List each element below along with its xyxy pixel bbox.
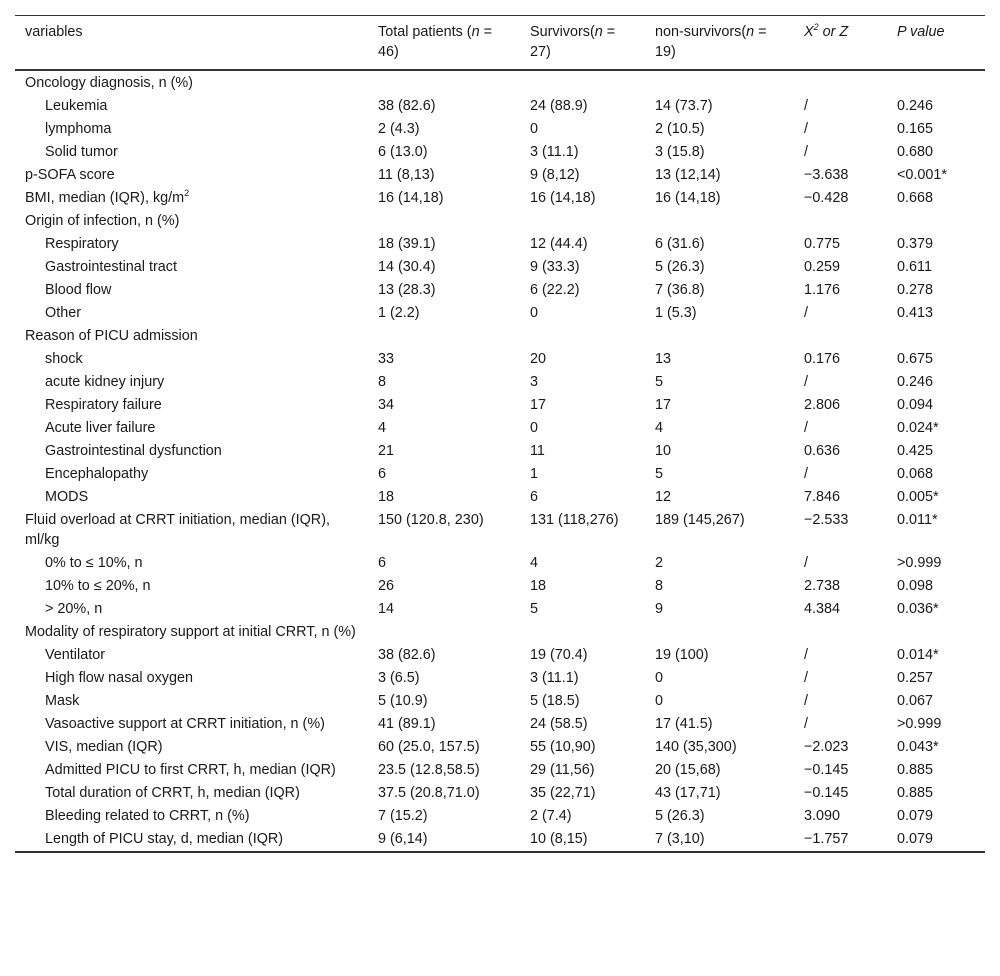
variable-cell: Bleeding related to CRRT, n (%) (45, 808, 250, 824)
non-survivors-cell: 1 (5.3) (655, 305, 697, 321)
p-value-cell (887, 621, 985, 644)
statistic-cell (794, 621, 887, 644)
table-row (15, 141, 985, 164)
variable-cell: MODS (45, 489, 89, 505)
non-survivors-cell (645, 325, 794, 348)
table-row (15, 302, 985, 325)
table-row (15, 325, 985, 348)
header-non-survivors: non-survivors(n = 19) (655, 24, 767, 60)
variable-cell: 0% to ≤ 10%, n (45, 555, 143, 571)
p-value-cell: 0.413 (897, 305, 934, 321)
survivors-cell: 10 (8,15) (530, 831, 588, 847)
total-patients-cell: 18 (378, 489, 395, 505)
total-patients-cell: 3 (6.5) (378, 670, 420, 686)
total-patients-cell: 4 (378, 420, 387, 436)
table-row (15, 759, 985, 782)
survivors-cell: 3 (530, 374, 539, 390)
total-patients-cell (368, 210, 520, 233)
variable-cell: > 20%, n (45, 601, 103, 617)
variable-cell: shock (45, 351, 83, 367)
total-patients-cell (368, 325, 520, 348)
survivors-cell: 24 (58.5) (530, 716, 588, 732)
total-patients-cell: 9 (6,14) (378, 831, 428, 847)
non-survivors-cell: 6 (31.6) (655, 236, 705, 252)
p-value-cell: 0.036* (897, 601, 939, 617)
variable-cell: High flow nasal oxygen (45, 670, 193, 686)
total-patients-cell: 18 (39.1) (378, 236, 436, 252)
variable-cell: Modality of respiratory support at initial CRRT, n (%) (25, 624, 356, 640)
statistic-cell: / (804, 716, 808, 732)
p-value-cell: 0.425 (897, 443, 934, 459)
p-value-cell: 0.675 (897, 351, 934, 367)
total-patients-cell: 1 (2.2) (378, 305, 420, 321)
survivors-cell: 16 (14,18) (530, 190, 596, 206)
total-patients-cell: 6 (378, 466, 387, 482)
total-patients-cell: 37.5 (20.8,71.0) (378, 785, 480, 801)
survivors-cell: 29 (11,56) (530, 762, 595, 778)
non-survivors-cell: 0 (655, 693, 664, 709)
table-row (15, 463, 985, 486)
variable-cell: Respiratory (45, 236, 119, 252)
statistic-cell: / (804, 466, 808, 482)
non-survivors-cell: 20 (15,68) (655, 762, 721, 778)
total-patients-cell: 6 (13.0) (378, 144, 428, 160)
p-value-cell: <0.001* (897, 167, 948, 183)
p-value-cell: 0.011* (897, 512, 938, 528)
variable-cell: Mask (45, 693, 80, 709)
non-survivors-cell: 7 (36.8) (655, 282, 705, 298)
total-patients-cell: 23.5 (12.8,58.5) (378, 762, 480, 778)
survivors-cell: 1 (530, 466, 539, 482)
statistic-cell: 0.775 (804, 236, 841, 252)
total-patients-cell: 11 (8,13) (378, 167, 435, 183)
survivors-cell: 18 (530, 578, 547, 594)
statistic-cell (794, 70, 887, 95)
non-survivors-cell: 12 (655, 489, 672, 505)
survivors-cell: 17 (530, 397, 547, 413)
p-value-cell: 0.043* (897, 739, 939, 755)
variable-cell: BMI, median (IQR), $kg/m^2$ (25, 188, 190, 206)
non-survivors-cell (645, 621, 794, 644)
variable-cell: Reason of PICU admission (25, 328, 198, 344)
total-patients-cell: 5 (10.9) (378, 693, 428, 709)
non-survivors-cell: 5 (26.3) (655, 808, 705, 824)
header-variables: variables (25, 24, 83, 40)
statistic-cell: / (804, 305, 808, 321)
non-survivors-cell: 3 (15.8) (655, 144, 705, 160)
p-value-cell: 0.079 (897, 808, 934, 824)
table-row (15, 621, 985, 644)
table-row (15, 118, 985, 141)
p-value-cell: 0.668 (897, 190, 934, 206)
variable-cell: lymphoma (45, 121, 112, 137)
p-value-cell: 0.278 (897, 282, 934, 298)
statistic-cell: −2.023 (804, 739, 849, 755)
results-table (15, 15, 985, 853)
survivors-cell: 55 (10,90) (530, 739, 596, 755)
table-row (15, 509, 985, 552)
p-value-cell: 0.611 (897, 259, 932, 275)
table-row (15, 736, 985, 759)
total-patients-cell: 16 (14,18) (378, 190, 444, 206)
p-value-cell: 0.079 (897, 831, 934, 847)
total-patients-cell: 33 (378, 351, 395, 367)
total-patients-cell: 150 (120.8, 230) (378, 512, 484, 528)
non-survivors-cell: 0 (655, 670, 664, 686)
survivors-cell: 5 (18.5) (530, 693, 580, 709)
survivors-cell (520, 621, 645, 644)
table-row (15, 828, 985, 852)
p-value-cell: 0.379 (897, 236, 934, 252)
p-value-cell: 0.067 (897, 693, 934, 709)
statistic-cell: 2.738 (804, 578, 841, 594)
table-row (15, 210, 985, 233)
p-value-cell (887, 210, 985, 233)
total-patients-cell: 26 (378, 578, 395, 594)
non-survivors-cell: 19 (100) (655, 647, 709, 663)
variable-cell: Solid tumor (45, 144, 118, 160)
statistic-cell: 2.806 (804, 397, 841, 413)
statistic-cell: −0.428 (804, 190, 849, 206)
table-row (15, 440, 985, 463)
statistic-cell: / (804, 144, 808, 160)
non-survivors-cell: 189 (145,267) (655, 512, 745, 528)
variable-cell: acute kidney injury (45, 374, 165, 390)
variable-cell: Vasoactive support at CRRT initiation, n (%) (45, 716, 325, 732)
table-header (15, 16, 985, 71)
variable-cell: p-SOFA score (25, 167, 115, 183)
variable-cell: VIS, median (IQR) (45, 739, 163, 755)
variable-cell: Other (45, 305, 81, 321)
total-patients-cell: 38 (82.6) (378, 647, 436, 663)
variable-cell: Gastrointestinal dysfunction (45, 443, 222, 459)
survivors-cell: 9 (8,12) (530, 167, 580, 183)
header-row (15, 16, 985, 71)
p-value-cell: 0.680 (897, 144, 934, 160)
survivors-cell: 20 (530, 351, 547, 367)
table-row (15, 575, 985, 598)
header-p-value: P value (897, 24, 945, 40)
statistic-cell: / (804, 555, 808, 571)
statistic-cell: −0.145 (804, 785, 849, 801)
table-row (15, 279, 985, 302)
non-survivors-cell: 17 (41.5) (655, 716, 713, 732)
table-row (15, 667, 985, 690)
total-patients-cell: 60 (25.0, 157.5) (378, 739, 480, 755)
total-patients-cell: 2 (4.3) (378, 121, 420, 137)
non-survivors-cell (645, 70, 794, 95)
survivors-cell: 3 (11.1) (530, 670, 579, 686)
statistic-cell (794, 210, 887, 233)
statistic-cell: −3.638 (804, 167, 849, 183)
statistic-cell: / (804, 121, 808, 137)
survivors-cell: 11 (530, 443, 545, 459)
table-row (15, 256, 985, 279)
survivors-cell: 24 (88.9) (530, 98, 588, 114)
table-row (15, 187, 985, 210)
survivors-cell: 9 (33.3) (530, 259, 580, 275)
p-value-cell: 0.257 (897, 670, 934, 686)
non-survivors-cell: 17 (655, 397, 672, 413)
non-survivors-cell: 13 (12,14) (655, 167, 721, 183)
survivors-cell: 19 (70.4) (530, 647, 588, 663)
survivors-cell (520, 70, 645, 95)
p-value-cell: 0.246 (897, 374, 934, 390)
p-value-cell (887, 325, 985, 348)
variable-cell: Length of PICU stay, d, median (IQR) (45, 831, 284, 847)
variable-cell: 10% to ≤ 20%, n (45, 578, 151, 594)
non-survivors-cell: 7 (3,10) (655, 831, 705, 847)
table-row (15, 644, 985, 667)
non-survivors-cell: 9 (655, 601, 664, 617)
total-patients-cell (368, 70, 520, 95)
p-value-cell: >0.999 (897, 555, 942, 571)
non-survivors-cell: 10 (655, 443, 672, 459)
survivors-cell (520, 325, 645, 348)
table-row (15, 598, 985, 621)
table-row (15, 713, 985, 736)
survivors-cell: 2 (7.4) (530, 808, 572, 824)
total-patients-cell: 13 (28.3) (378, 282, 436, 298)
variable-cell: Gastrointestinal tract (45, 259, 177, 275)
survivors-cell: 12 (44.4) (530, 236, 588, 252)
p-value-cell: 0.024* (897, 420, 939, 436)
variable-cell: Leukemia (45, 98, 108, 114)
statistic-cell: 0.259 (804, 259, 841, 275)
total-patients-cell: 6 (378, 555, 387, 571)
non-survivors-cell: 4 (655, 420, 664, 436)
total-patients-cell: 38 (82.6) (378, 98, 436, 114)
variable-cell: Fluid overload at CRRT initiation, median (IQR), ml/kg (25, 512, 330, 548)
total-patients-cell: 41 (89.1) (378, 716, 436, 732)
total-patients-cell: 21 (378, 443, 395, 459)
statistic-cell: / (804, 670, 808, 686)
survivors-cell: 3 (11.1) (530, 144, 579, 160)
header-statistic: $X^2$ or Z (804, 22, 849, 40)
statistic-cell: / (804, 98, 808, 114)
statistic-cell: 0.176 (804, 351, 841, 367)
variable-cell: Total duration of CRRT, h, median (IQR) (45, 785, 300, 801)
p-value-cell (887, 70, 985, 95)
p-value-cell: 0.094 (897, 397, 934, 413)
header-survivors: Survivors(n = 27) (530, 24, 616, 60)
non-survivors-cell: 43 (17,71) (655, 785, 721, 801)
table-row (15, 417, 985, 440)
statistic-cell: −2.533 (804, 512, 849, 528)
statistic-cell (794, 325, 887, 348)
non-survivors-cell: 2 (655, 555, 664, 571)
total-patients-cell (368, 621, 520, 644)
variable-cell: Origin of infection, n (%) (25, 213, 180, 229)
p-value-cell: 0.014* (897, 647, 939, 663)
variable-cell: Blood flow (45, 282, 112, 298)
variable-cell: Acute liver failure (45, 420, 156, 436)
survivors-cell: 0 (530, 420, 539, 436)
survivors-cell: 4 (530, 555, 539, 571)
survivors-cell (520, 210, 645, 233)
survivors-cell: 35 (22,71) (530, 785, 596, 801)
non-survivors-cell: 140 (35,300) (655, 739, 737, 755)
table-row (15, 233, 985, 256)
total-patients-cell: 34 (378, 397, 395, 413)
table-row (15, 805, 985, 828)
table-row (15, 371, 985, 394)
header-total-patients: Total patients (n = 46) (378, 24, 493, 60)
non-survivors-cell: 5 (655, 466, 664, 482)
statistic-cell: / (804, 374, 808, 390)
p-value-cell: 0.098 (897, 578, 934, 594)
variable-cell: Encephalopathy (45, 466, 149, 482)
statistic-cell: 7.846 (804, 489, 841, 505)
p-value-cell: 0.068 (897, 466, 934, 482)
table-row (15, 70, 985, 95)
statistic-cell: / (804, 647, 808, 663)
total-patients-cell: 7 (15.2) (378, 808, 428, 824)
non-survivors-cell (645, 210, 794, 233)
variable-cell: Respiratory failure (45, 397, 162, 413)
p-value-cell: 0.165 (897, 121, 934, 137)
total-patients-cell: 14 (378, 601, 395, 617)
variable-cell: Ventilator (45, 647, 106, 663)
non-survivors-cell: 5 (26.3) (655, 259, 705, 275)
survivors-cell: 5 (530, 601, 539, 617)
p-value-cell: 0.005* (897, 489, 939, 505)
non-survivors-cell: 5 (655, 374, 664, 390)
p-value-cell: 0.885 (897, 762, 934, 778)
table-row (15, 552, 985, 575)
statistic-cell: / (804, 420, 808, 436)
total-patients-cell: 14 (30.4) (378, 259, 436, 275)
survivors-cell: 6 (22.2) (530, 282, 580, 298)
statistic-cell: 1.176 (804, 282, 841, 298)
table-row (15, 348, 985, 371)
statistic-cell: −0.145 (804, 762, 849, 778)
survivors-cell: 6 (530, 489, 539, 505)
p-value-cell: >0.999 (897, 716, 942, 732)
p-value-cell: 0.246 (897, 98, 934, 114)
survivors-cell: 131 (118,276) (530, 512, 619, 528)
table-row (15, 164, 985, 187)
non-survivors-cell: 8 (655, 578, 664, 594)
statistic-cell: −1.757 (804, 831, 849, 847)
statistic-cell: / (804, 693, 808, 709)
non-survivors-cell: 14 (73.7) (655, 98, 713, 114)
statistic-cell: 0.636 (804, 443, 841, 459)
statistic-cell: 3.090 (804, 808, 841, 824)
survivors-cell: 0 (530, 305, 539, 321)
table-row (15, 782, 985, 805)
variable-cell: Oncology diagnosis, n (%) (25, 75, 193, 91)
statistic-cell: 4.384 (804, 601, 841, 617)
variable-cell: Admitted PICU to first CRRT, h, median (IQR) (45, 762, 336, 778)
p-value-cell: 0.885 (897, 785, 934, 801)
non-survivors-cell: 13 (655, 351, 672, 367)
non-survivors-cell: 2 (10.5) (655, 121, 705, 137)
table-body (15, 70, 985, 852)
table-row (15, 690, 985, 713)
survivors-cell: 0 (530, 121, 539, 137)
table-row (15, 486, 985, 509)
non-survivors-cell: 16 (14,18) (655, 190, 721, 206)
table-row (15, 394, 985, 417)
total-patients-cell: 8 (378, 374, 387, 390)
table-row (15, 95, 985, 118)
